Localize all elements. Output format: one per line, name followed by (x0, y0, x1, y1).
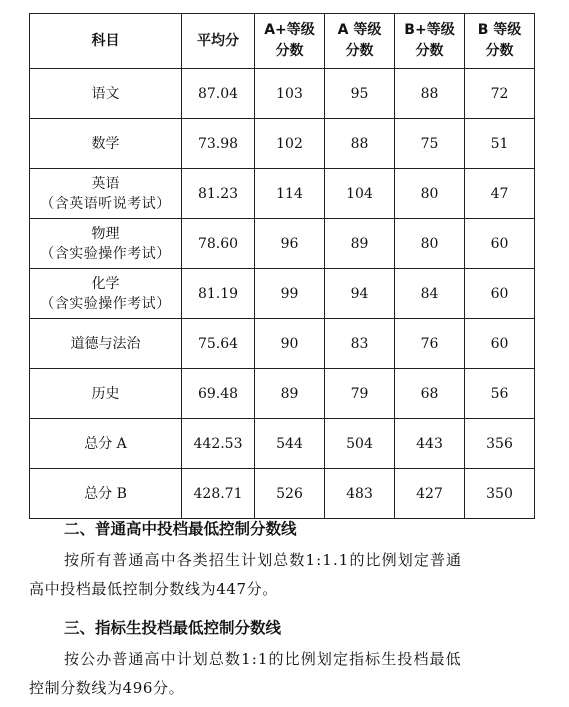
grade-score-cell: 79 (325, 369, 395, 419)
average-score-cell: 73.98 (182, 119, 255, 169)
paragraph-line: 按公办普通高中计划总数1:1的比例划定指标生投档最低 (64, 650, 462, 668)
table-row (30, 69, 535, 119)
grade-score-cell: 104 (325, 169, 395, 219)
grade-score-cell: 72 (465, 69, 535, 119)
column-header-label: 科目 (91, 32, 120, 49)
subject-name: 语文 (91, 85, 120, 102)
table-row (30, 369, 535, 419)
subject-name: 道德与法治 (70, 335, 141, 352)
grade-score-cell: 60 (465, 219, 535, 269)
grade-score-cell: 76 (395, 319, 465, 369)
table-row (30, 469, 535, 519)
column-header-label: 分数 (485, 43, 514, 59)
column-header-label: 分数 (345, 43, 374, 59)
grade-score-cell: 60 (465, 269, 535, 319)
grade-score-cell: 88 (395, 69, 465, 119)
column-header-label: 平均分 (197, 32, 239, 49)
grade-score-cell: 56 (465, 369, 535, 419)
table-row (30, 419, 535, 469)
grade-score-cell: 356 (465, 419, 535, 469)
column-header-label: B+等级 (404, 22, 455, 38)
grade-score-cell: 60 (465, 319, 535, 369)
section-paragraph-general-high-school (29, 546, 533, 604)
section-paragraph-quota-students (29, 645, 533, 703)
grade-score-cell: 114 (255, 169, 325, 219)
subject-name: 英语 (91, 175, 120, 192)
table-row (30, 119, 535, 169)
average-score-cell: 78.60 (182, 219, 255, 269)
grade-score-cell: 89 (325, 219, 395, 269)
grade-score-cell: 504 (325, 419, 395, 469)
subject-cell (30, 369, 182, 419)
paragraph-line: 按所有普通高中各类招生计划总数1:1.1的比例划定普通 (64, 551, 463, 569)
grade-score-cell: 350 (465, 469, 535, 519)
grade-score-cell: 102 (255, 119, 325, 169)
table-row (30, 269, 535, 319)
subject-cell (30, 219, 182, 269)
column-header-label: A 等级 (337, 22, 382, 38)
grade-score-cell: 80 (395, 169, 465, 219)
subject-cell (30, 119, 182, 169)
grade-score-cell: 84 (395, 269, 465, 319)
paragraph-line: 高中投档最低控制分数线为447分。 (29, 580, 278, 598)
column-header (182, 14, 255, 69)
grade-score-cell: 103 (255, 69, 325, 119)
column-header-label: A+等级 (264, 22, 315, 38)
grade-score-cell: 83 (325, 319, 395, 369)
subject-name: 数学 (91, 135, 120, 152)
average-score-cell: 81.23 (182, 169, 255, 219)
grade-score-cell: 89 (255, 369, 325, 419)
grade-score-cell: 47 (465, 169, 535, 219)
column-header-label: B 等级 (477, 22, 522, 38)
table-row (30, 169, 535, 219)
column-header-label: 分数 (415, 43, 444, 59)
subject-note: （含实验操作考试） (40, 245, 171, 262)
table-row (30, 319, 535, 369)
subject-name: 化学 (91, 275, 120, 292)
average-score-cell: 428.71 (182, 469, 255, 519)
table-row (30, 219, 535, 269)
column-header (255, 14, 325, 69)
subject-cell (30, 469, 182, 519)
column-header (30, 14, 182, 69)
score-table-body (30, 69, 535, 519)
subject-name: 历史 (91, 385, 120, 402)
paragraph-line: 控制分数线为496分。 (29, 679, 185, 697)
score-table-header (30, 14, 535, 69)
average-score-cell: 75.64 (182, 319, 255, 369)
subject-note: （含实验操作考试） (40, 295, 171, 312)
subject-name: 总分 A (84, 435, 127, 452)
header-row (30, 14, 535, 69)
grade-score-cell: 96 (255, 219, 325, 269)
grade-score-cell: 544 (255, 419, 325, 469)
subject-cell (30, 419, 182, 469)
grade-score-cell: 483 (325, 469, 395, 519)
grade-score-cell: 99 (255, 269, 325, 319)
column-header (325, 14, 395, 69)
grade-score-cell: 94 (325, 269, 395, 319)
grade-score-cell: 526 (255, 469, 325, 519)
average-score-cell: 442.53 (182, 419, 255, 469)
grade-score-cell: 80 (395, 219, 465, 269)
grade-score-cell: 443 (395, 419, 465, 469)
grade-score-cell: 90 (255, 319, 325, 369)
subject-note: （含英语听说考试） (40, 195, 171, 212)
section-heading-quota-students: 三、指标生投档最低控制分数线 (64, 619, 282, 637)
grade-score-cell: 68 (395, 369, 465, 419)
score-table (29, 13, 535, 519)
column-header (395, 14, 465, 69)
subject-cell (30, 69, 182, 119)
column-header (465, 14, 535, 69)
average-score-cell: 87.04 (182, 69, 255, 119)
section-heading-general-high-school: 二、普通高中投档最低控制分数线 (64, 520, 297, 538)
average-score-cell: 81.19 (182, 269, 255, 319)
grade-score-cell: 51 (465, 119, 535, 169)
column-header-label: 分数 (275, 43, 304, 59)
grade-score-cell: 427 (395, 469, 465, 519)
grade-score-cell: 88 (325, 119, 395, 169)
subject-cell (30, 269, 182, 319)
grade-score-cell: 75 (395, 119, 465, 169)
average-score-cell: 69.48 (182, 369, 255, 419)
subject-cell (30, 169, 182, 219)
grade-score-cell: 95 (325, 69, 395, 119)
subject-name: 物理 (91, 225, 120, 242)
subject-name: 总分 B (84, 485, 127, 502)
subject-cell (30, 319, 182, 369)
